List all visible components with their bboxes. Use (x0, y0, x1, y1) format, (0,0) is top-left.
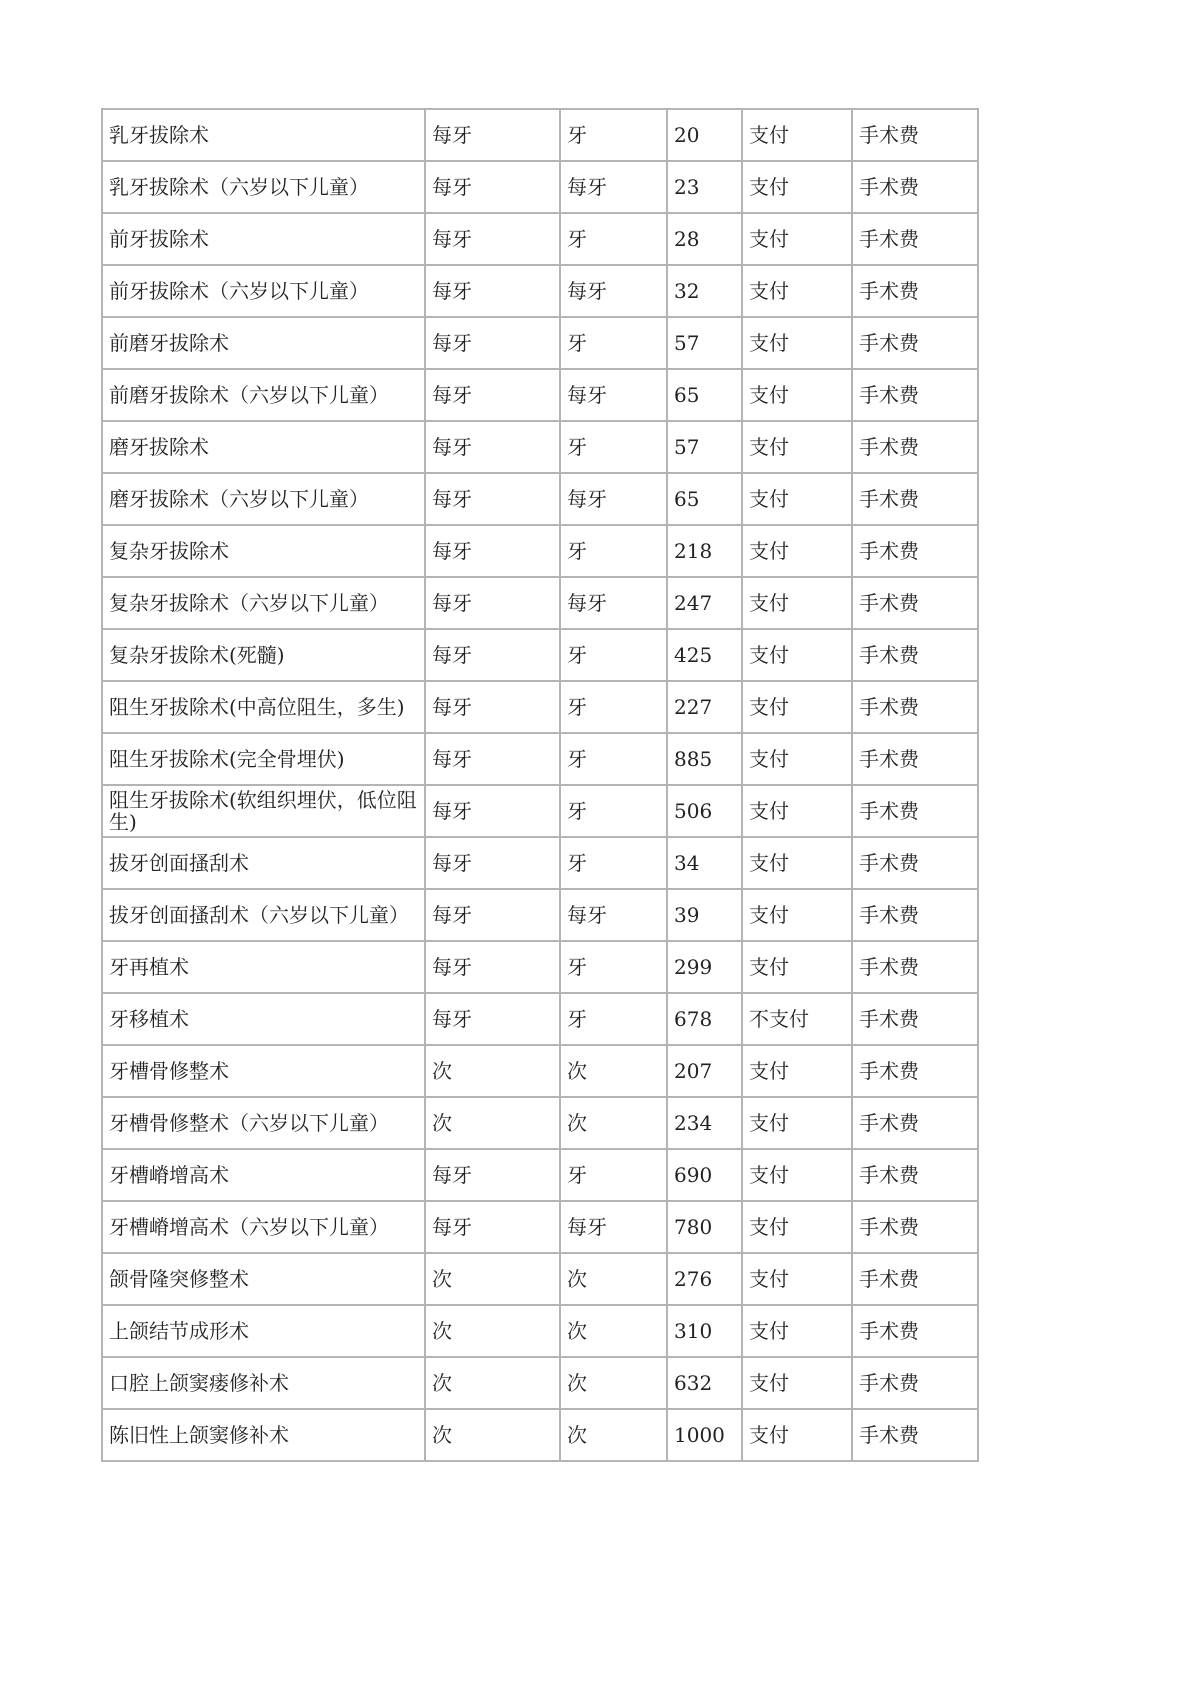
table-row (102, 993, 978, 1045)
billing-unit-cell: 每牙 (560, 473, 667, 525)
table-row (102, 837, 978, 889)
insurance-payment-cell: 支付 (742, 733, 852, 785)
price-cell: 425 (667, 629, 742, 681)
insurance-payment-cell: 支付 (742, 577, 852, 629)
insurance-payment-cell: 支付 (742, 317, 852, 369)
table-row (102, 785, 978, 837)
price-cell: 506 (667, 785, 742, 837)
price-cell: 227 (667, 681, 742, 733)
insurance-payment-cell: 支付 (742, 837, 852, 889)
fee-category-cell: 手术费 (852, 525, 978, 577)
table-row (102, 577, 978, 629)
unit-cell: 每牙 (425, 317, 560, 369)
billing-unit-cell: 每牙 (560, 161, 667, 213)
procedure-name-cell: 复杂牙拔除术（六岁以下儿童） (102, 577, 425, 629)
procedure-name-cell: 口腔上颌窦瘘修补术 (102, 1357, 425, 1409)
unit-cell: 次 (425, 1045, 560, 1097)
billing-unit-cell: 牙 (560, 681, 667, 733)
billing-unit-cell: 牙 (560, 317, 667, 369)
price-cell: 207 (667, 1045, 742, 1097)
price-cell: 1000 (667, 1409, 742, 1461)
price-cell: 57 (667, 317, 742, 369)
fee-category-cell: 手术费 (852, 1409, 978, 1461)
billing-unit-cell: 次 (560, 1305, 667, 1357)
table-row (102, 1305, 978, 1357)
unit-cell: 每牙 (425, 109, 560, 161)
billing-unit-cell: 牙 (560, 941, 667, 993)
insurance-payment-cell: 支付 (742, 161, 852, 213)
insurance-payment-cell: 支付 (742, 1253, 852, 1305)
unit-cell: 每牙 (425, 941, 560, 993)
price-cell: 234 (667, 1097, 742, 1149)
price-cell: 780 (667, 1201, 742, 1253)
table-row (102, 109, 978, 161)
insurance-payment-cell: 支付 (742, 629, 852, 681)
insurance-payment-cell: 支付 (742, 369, 852, 421)
table-row (102, 1045, 978, 1097)
table-row (102, 369, 978, 421)
procedure-name-cell: 磨牙拔除术 (102, 421, 425, 473)
unit-cell: 每牙 (425, 889, 560, 941)
insurance-payment-cell: 支付 (742, 1201, 852, 1253)
billing-unit-cell: 每牙 (560, 889, 667, 941)
fee-schedule-table (101, 108, 979, 1462)
table-row (102, 265, 978, 317)
table-row (102, 629, 978, 681)
insurance-payment-cell: 支付 (742, 889, 852, 941)
insurance-payment-cell: 支付 (742, 1097, 852, 1149)
unit-cell: 每牙 (425, 525, 560, 577)
billing-unit-cell: 次 (560, 1045, 667, 1097)
billing-unit-cell: 每牙 (560, 265, 667, 317)
unit-cell: 每牙 (425, 369, 560, 421)
procedure-name-cell: 牙再植术 (102, 941, 425, 993)
insurance-payment-cell: 支付 (742, 525, 852, 577)
billing-unit-cell: 牙 (560, 213, 667, 265)
fee-category-cell: 手术费 (852, 629, 978, 681)
billing-unit-cell: 次 (560, 1253, 667, 1305)
table-row (102, 1357, 978, 1409)
procedure-name-cell: 阻生牙拔除术(完全骨埋伏) (102, 733, 425, 785)
unit-cell: 次 (425, 1409, 560, 1461)
procedure-name-cell: 阻生牙拔除术(软组织埋伏，低位阻生) (102, 785, 425, 837)
insurance-payment-cell: 支付 (742, 473, 852, 525)
fee-category-cell: 手术费 (852, 837, 978, 889)
procedure-name-cell: 乳牙拔除术（六岁以下儿童） (102, 161, 425, 213)
table-row (102, 1409, 978, 1461)
fee-category-cell: 手术费 (852, 1305, 978, 1357)
unit-cell: 每牙 (425, 1149, 560, 1201)
unit-cell: 每牙 (425, 213, 560, 265)
fee-category-cell: 手术费 (852, 161, 978, 213)
fee-category-cell: 手术费 (852, 473, 978, 525)
price-cell: 28 (667, 213, 742, 265)
unit-cell: 次 (425, 1305, 560, 1357)
fee-category-cell: 手术费 (852, 1097, 978, 1149)
procedure-name-cell: 前牙拔除术 (102, 213, 425, 265)
fee-category-cell: 手术费 (852, 1201, 978, 1253)
unit-cell: 每牙 (425, 733, 560, 785)
fee-category-cell: 手术费 (852, 993, 978, 1045)
unit-cell: 次 (425, 1097, 560, 1149)
table-row (102, 889, 978, 941)
price-cell: 20 (667, 109, 742, 161)
fee-category-cell: 手术费 (852, 1357, 978, 1409)
insurance-payment-cell: 支付 (742, 1357, 852, 1409)
table-row (102, 733, 978, 785)
insurance-payment-cell: 支付 (742, 1045, 852, 1097)
insurance-payment-cell: 支付 (742, 681, 852, 733)
insurance-payment-cell: 支付 (742, 421, 852, 473)
table-body (102, 109, 978, 1461)
procedure-name-cell: 磨牙拔除术（六岁以下儿童） (102, 473, 425, 525)
insurance-payment-cell: 支付 (742, 941, 852, 993)
table-row (102, 525, 978, 577)
billing-unit-cell: 牙 (560, 837, 667, 889)
fee-category-cell: 手术费 (852, 577, 978, 629)
procedure-name-cell: 牙槽骨修整术 (102, 1045, 425, 1097)
procedure-name-cell: 前牙拔除术（六岁以下儿童） (102, 265, 425, 317)
price-cell: 690 (667, 1149, 742, 1201)
price-cell: 34 (667, 837, 742, 889)
fee-category-cell: 手术费 (852, 1045, 978, 1097)
insurance-payment-cell: 支付 (742, 213, 852, 265)
insurance-payment-cell: 支付 (742, 1149, 852, 1201)
price-cell: 65 (667, 473, 742, 525)
insurance-payment-cell: 支付 (742, 785, 852, 837)
price-cell: 310 (667, 1305, 742, 1357)
price-cell: 276 (667, 1253, 742, 1305)
fee-category-cell: 手术费 (852, 681, 978, 733)
unit-cell: 每牙 (425, 837, 560, 889)
procedure-name-cell: 阻生牙拔除术(中高位阻生，多生) (102, 681, 425, 733)
table-row (102, 421, 978, 473)
billing-unit-cell: 次 (560, 1097, 667, 1149)
fee-category-cell: 手术费 (852, 421, 978, 473)
procedure-name-cell: 乳牙拔除术 (102, 109, 425, 161)
price-cell: 632 (667, 1357, 742, 1409)
unit-cell: 每牙 (425, 265, 560, 317)
procedure-name-cell: 拔牙创面搔刮术 (102, 837, 425, 889)
procedure-name-cell: 陈旧性上颌窦修补术 (102, 1409, 425, 1461)
table-row (102, 317, 978, 369)
fee-category-cell: 手术费 (852, 733, 978, 785)
table-row (102, 941, 978, 993)
table-row (102, 213, 978, 265)
fee-category-cell: 手术费 (852, 369, 978, 421)
table-row (102, 1201, 978, 1253)
fee-category-cell: 手术费 (852, 265, 978, 317)
procedure-name-cell: 前磨牙拔除术（六岁以下儿童） (102, 369, 425, 421)
procedure-name-cell: 复杂牙拔除术(死髓) (102, 629, 425, 681)
price-cell: 247 (667, 577, 742, 629)
table-row (102, 473, 978, 525)
fee-category-cell: 手术费 (852, 785, 978, 837)
unit-cell: 每牙 (425, 681, 560, 733)
unit-cell: 次 (425, 1253, 560, 1305)
billing-unit-cell: 次 (560, 1357, 667, 1409)
unit-cell: 次 (425, 1357, 560, 1409)
table-row (102, 1253, 978, 1305)
billing-unit-cell: 牙 (560, 525, 667, 577)
insurance-payment-cell: 支付 (742, 265, 852, 317)
unit-cell: 每牙 (425, 473, 560, 525)
price-cell: 299 (667, 941, 742, 993)
billing-unit-cell: 牙 (560, 1149, 667, 1201)
procedure-name-cell: 颌骨隆突修整术 (102, 1253, 425, 1305)
unit-cell: 每牙 (425, 161, 560, 213)
table-row (102, 161, 978, 213)
fee-category-cell: 手术费 (852, 109, 978, 161)
fee-category-cell: 手术费 (852, 1149, 978, 1201)
insurance-payment-cell: 不支付 (742, 993, 852, 1045)
unit-cell: 每牙 (425, 577, 560, 629)
billing-unit-cell: 每牙 (560, 577, 667, 629)
fee-category-cell: 手术费 (852, 889, 978, 941)
billing-unit-cell: 牙 (560, 421, 667, 473)
procedure-name-cell: 牙槽骨修整术（六岁以下儿童） (102, 1097, 425, 1149)
price-cell: 65 (667, 369, 742, 421)
procedure-name-cell: 牙槽嵴增高术 (102, 1149, 425, 1201)
fee-category-cell: 手术费 (852, 317, 978, 369)
price-cell: 57 (667, 421, 742, 473)
fee-category-cell: 手术费 (852, 1253, 978, 1305)
billing-unit-cell: 每牙 (560, 1201, 667, 1253)
price-cell: 218 (667, 525, 742, 577)
procedure-name-cell: 牙移植术 (102, 993, 425, 1045)
table-row (102, 1149, 978, 1201)
unit-cell: 每牙 (425, 421, 560, 473)
billing-unit-cell: 每牙 (560, 369, 667, 421)
price-cell: 23 (667, 161, 742, 213)
billing-unit-cell: 牙 (560, 733, 667, 785)
unit-cell: 每牙 (425, 629, 560, 681)
unit-cell: 每牙 (425, 1201, 560, 1253)
insurance-payment-cell: 支付 (742, 1409, 852, 1461)
procedure-name-cell: 拔牙创面搔刮术（六岁以下儿童） (102, 889, 425, 941)
billing-unit-cell: 牙 (560, 993, 667, 1045)
fee-category-cell: 手术费 (852, 941, 978, 993)
procedure-name-cell: 前磨牙拔除术 (102, 317, 425, 369)
price-cell: 39 (667, 889, 742, 941)
billing-unit-cell: 次 (560, 1409, 667, 1461)
fee-category-cell: 手术费 (852, 213, 978, 265)
unit-cell: 每牙 (425, 993, 560, 1045)
price-cell: 32 (667, 265, 742, 317)
insurance-payment-cell: 支付 (742, 1305, 852, 1357)
procedure-name-cell: 上颌结节成形术 (102, 1305, 425, 1357)
billing-unit-cell: 牙 (560, 109, 667, 161)
billing-unit-cell: 牙 (560, 629, 667, 681)
billing-unit-cell: 牙 (560, 785, 667, 837)
table-row (102, 681, 978, 733)
procedure-name-cell: 复杂牙拔除术 (102, 525, 425, 577)
insurance-payment-cell: 支付 (742, 109, 852, 161)
price-cell: 885 (667, 733, 742, 785)
price-cell: 678 (667, 993, 742, 1045)
procedure-name-cell: 牙槽嵴增高术（六岁以下儿童） (102, 1201, 425, 1253)
unit-cell: 每牙 (425, 785, 560, 837)
table-row (102, 1097, 978, 1149)
